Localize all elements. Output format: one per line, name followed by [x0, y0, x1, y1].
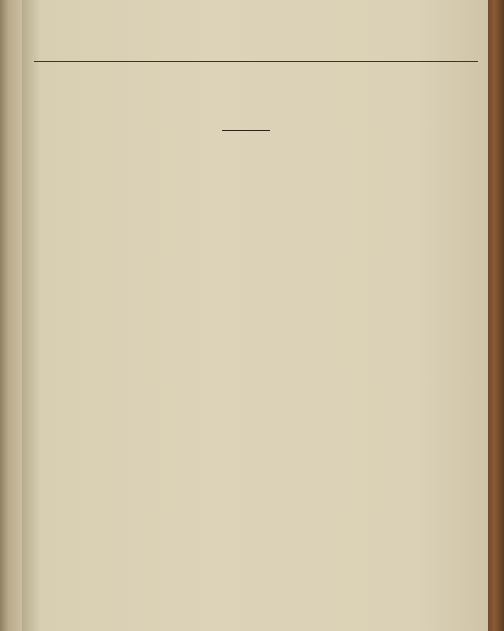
section-separator — [222, 130, 270, 131]
book-edge — [488, 0, 504, 631]
header-rule — [34, 61, 478, 62]
left-page-edge — [0, 0, 22, 631]
book-page — [22, 0, 488, 631]
